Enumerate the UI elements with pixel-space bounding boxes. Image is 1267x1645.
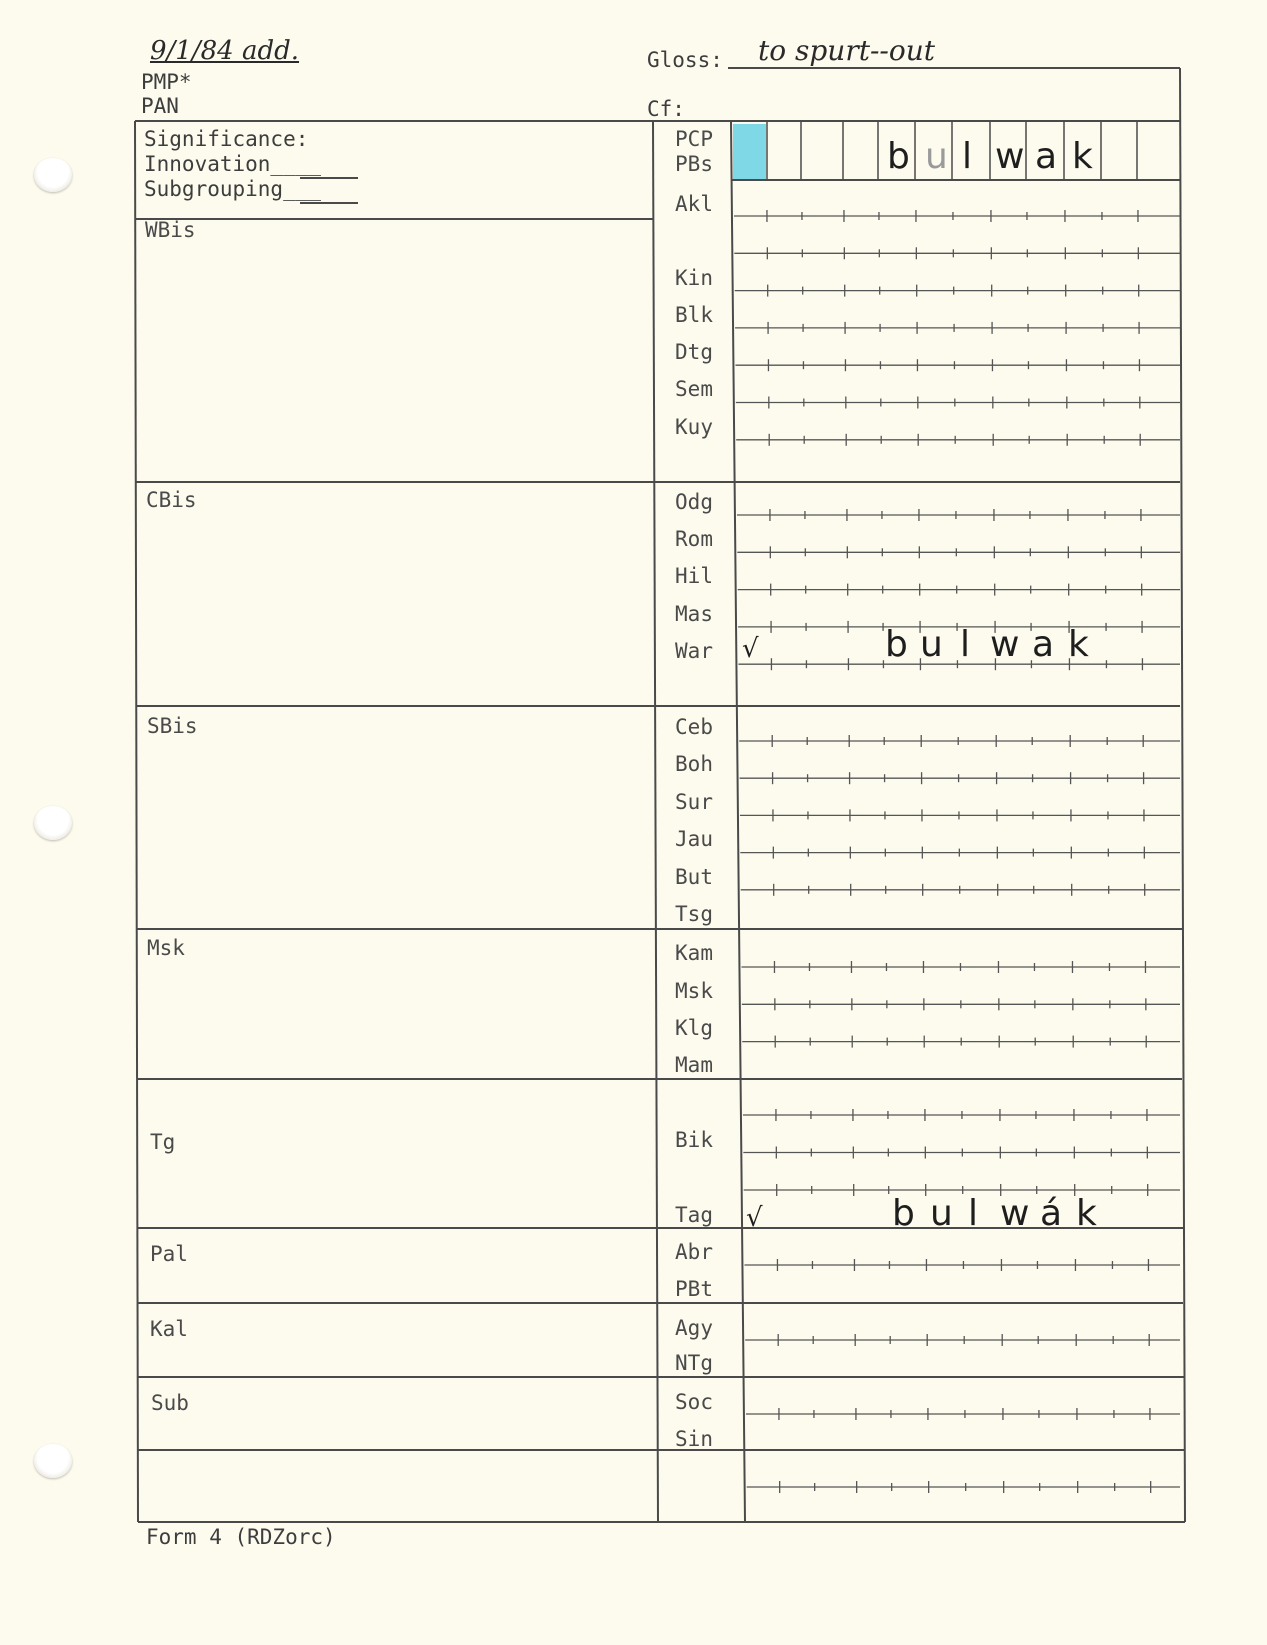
lang-label: PBs — [675, 152, 713, 176]
lang-label: Kin — [675, 266, 713, 290]
pan-label: PAN — [141, 94, 179, 118]
form-segment: á — [1040, 1193, 1064, 1234]
lang-label: But — [675, 865, 713, 889]
lang-label: Jau — [675, 827, 713, 851]
form-segment: l — [960, 624, 972, 665]
section-label-wbis: WBis — [145, 218, 196, 242]
pmp-label: PMP* — [141, 70, 192, 94]
section-label-sub: Sub — [151, 1391, 189, 1415]
innovation-label: Innovation____ — [144, 152, 322, 176]
lang-label: Odg — [675, 490, 713, 514]
lang-label: Agy — [675, 1316, 713, 1340]
lang-label: Klg — [675, 1016, 713, 1040]
lang-label: Abr — [675, 1240, 713, 1264]
section-label-pal: Pal — [150, 1242, 188, 1266]
lang-label: Tsg — [675, 902, 713, 926]
lang-label: NTg — [675, 1351, 713, 1375]
form-segment: w — [1000, 1193, 1031, 1234]
lang-label: Msk — [675, 979, 713, 1003]
lang-label: Kam — [675, 941, 713, 965]
lang-label: Blk — [675, 303, 713, 327]
form-label: Form 4 (RDZorc) — [146, 1525, 336, 1549]
lang-label: Sem — [675, 377, 713, 401]
form-segment: k — [1076, 1193, 1098, 1234]
gloss-label: Gloss: — [647, 48, 723, 72]
lang-label: Dtg — [675, 340, 713, 364]
lang-label: Sin — [675, 1427, 713, 1451]
section-label-cbis: CBis — [146, 488, 197, 512]
lang-label: PBt — [675, 1277, 713, 1301]
lang-label: Tag — [675, 1203, 713, 1227]
form-segment: a — [1032, 624, 1056, 665]
form-segment: u — [925, 136, 949, 177]
gloss-value: to spurt--out — [758, 34, 936, 67]
cf-label: Cf: — [647, 97, 685, 121]
lang-label: Boh — [675, 752, 713, 776]
checkmark: √ — [746, 1203, 764, 1233]
form-segment: b — [892, 1193, 916, 1234]
section-label-tg: Tg — [150, 1130, 176, 1154]
lang-label: Kuy — [675, 415, 713, 439]
significance-title: Significance: — [144, 127, 309, 151]
section-label-sbis: SBis — [147, 714, 198, 738]
form-segment: u — [920, 624, 944, 665]
lang-label: Bik — [675, 1128, 713, 1152]
lang-label: War — [675, 639, 713, 663]
subgrouping-label: Subgrouping___ — [144, 177, 322, 201]
form-segment: l — [968, 1193, 980, 1234]
form-segment: l — [962, 136, 974, 177]
lang-label: Soc — [675, 1390, 713, 1414]
lang-label: Sur — [675, 790, 713, 814]
lang-label: Rom — [675, 527, 713, 551]
form-segment: w — [995, 136, 1026, 177]
form-segment: a — [1035, 136, 1059, 177]
lang-label: Mas — [675, 602, 713, 626]
form-segment: b — [885, 624, 909, 665]
checkmark: √ — [742, 634, 760, 664]
date-note: 9/1/84 add. — [150, 36, 300, 66]
form-segment: w — [990, 624, 1021, 665]
lang-label: Hil — [675, 564, 713, 588]
lang-label: PCP — [675, 127, 713, 151]
lang-label: Mam — [675, 1053, 713, 1077]
section-label-kal: Kal — [150, 1317, 188, 1341]
form-segment: b — [887, 136, 911, 177]
form-segment: u — [930, 1193, 954, 1234]
section-label-msk: Msk — [147, 936, 185, 960]
lang-label: Ceb — [675, 715, 713, 739]
lang-label: Akl — [675, 192, 713, 216]
form-segment: k — [1068, 624, 1090, 665]
form-segment: k — [1072, 136, 1094, 177]
